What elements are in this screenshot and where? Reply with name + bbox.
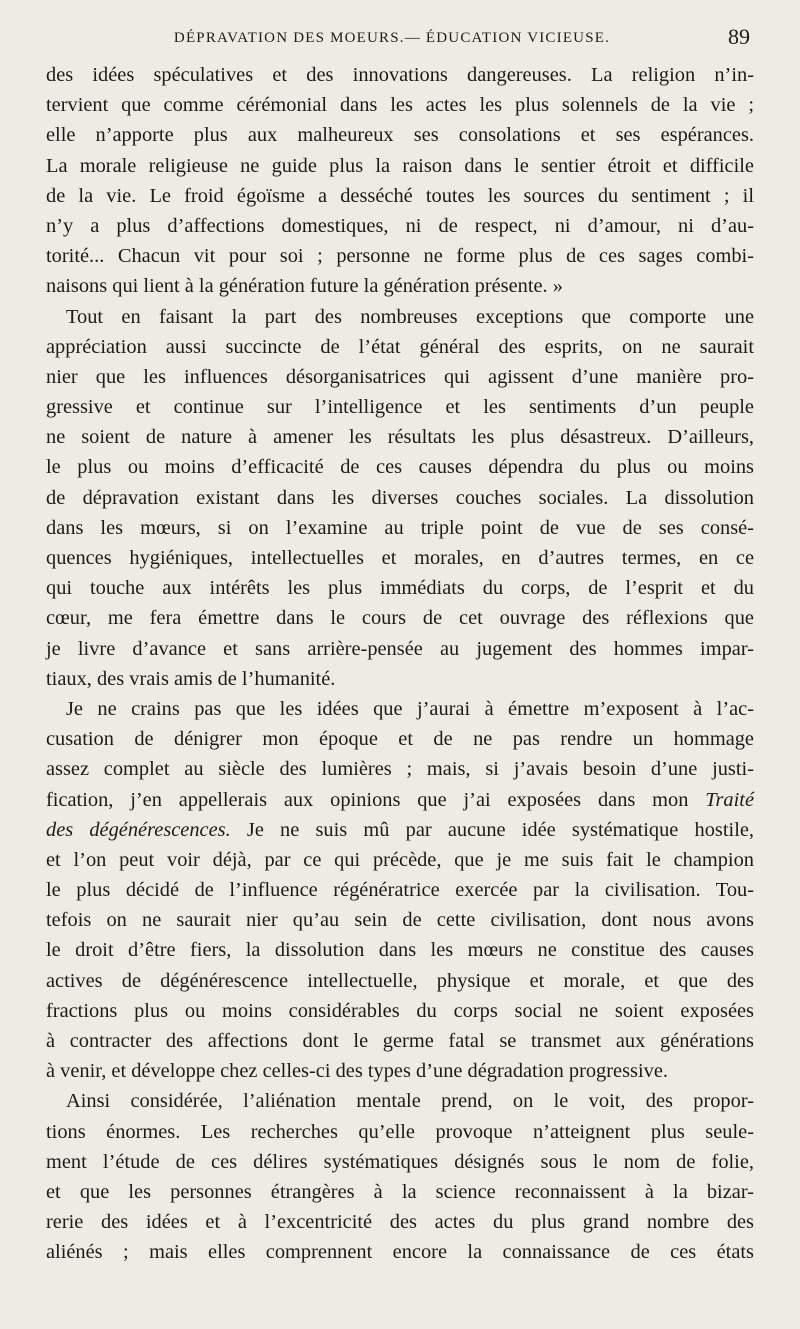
- line-text: n’y a plus d’affections domestiques, ni de respect, ni d’amour, ni d’au-: [46, 214, 754, 237]
- text-line: [46, 996, 754, 1026]
- text-line: [46, 724, 754, 754]
- text-line: [46, 452, 754, 482]
- line-text: tervient que comme cérémonial dans les actes les plus solennels de la vie ;: [46, 94, 754, 117]
- line-text: tefois on ne saurait nier qu’au sein de cette civilisation, dont nous avons: [46, 909, 754, 932]
- text-line: [46, 603, 754, 633]
- line-text: aliénés ; mais elles comprennent encore la connaissance de ces états: [46, 1241, 754, 1264]
- text-line: [46, 1086, 754, 1116]
- line-text: le plus décidé de l’influence régénératrice exercée par la civilisation. Tou-: [46, 879, 754, 902]
- text-line: [46, 271, 754, 301]
- line-text: Ainsi considérée, l’aliénation mentale prend, on le voit, des propor-: [66, 1090, 754, 1113]
- line-text: quences hygiéniques, intellectuelles et morales, en d’autres termes, en ce: [46, 547, 754, 569]
- text-line: [46, 60, 754, 90]
- line-text: je livre d’avance et sans arrière-pensée au jugement des hommes impar-: [46, 637, 754, 660]
- line-text: rerie des idées et à l’excentricité des actes du plus grand nombre des: [46, 1211, 754, 1234]
- line-text: appréciation aussi succincte de l’état général des esprits, on ne saurait: [46, 335, 754, 358]
- text-line: [46, 513, 754, 543]
- running-title: DÉPRAVATION DES MOEURS.— ÉDUCATION VICIEUSE.: [173, 30, 611, 46]
- text-line: [46, 1177, 754, 1207]
- text-line: [46, 120, 754, 150]
- text-line: [46, 1207, 754, 1237]
- line-text: et l’on peut voir déjà, par ce qui précède, que je me suis fait le champion: [46, 848, 754, 871]
- text-line: [46, 845, 754, 875]
- text-line: [46, 966, 754, 996]
- line-text: de dépravation existant dans les diverses couches sociales. La dissolution: [46, 486, 754, 509]
- text-line: [46, 905, 754, 935]
- line-text: torité... Chacun vit pour soi ; personne ne forme plus de ces sages combi-: [46, 245, 754, 268]
- line-text: actives de dégénérescence intellectuelle, physique et morale, et que des: [46, 969, 754, 992]
- text-line: [46, 694, 754, 724]
- line-text: ment l’étude de ces délires systématiques désignés sous le nom de folie,: [46, 1150, 754, 1173]
- italic-title: des dégénérescences.: [46, 818, 231, 841]
- line-text: tiaux, des vrais amis de l’humanité.: [46, 667, 336, 690]
- italic-title: Traité: [705, 788, 754, 811]
- text-line: [46, 422, 754, 452]
- text-line: [46, 332, 754, 362]
- line-text: naisons qui lient à la génération future la génération présente. »: [46, 275, 563, 298]
- text-line: [46, 1026, 754, 1056]
- line-text: elle n’apporte plus aux malheureux ses consolations et ses espérances.: [46, 124, 754, 147]
- text-line: [46, 815, 754, 845]
- line-text: nier que les influences désorganisatrices qui agissent d’une manière pro-: [46, 365, 754, 388]
- line-text: La morale religieuse ne guide plus la raison dans le sentier étroit et difficile: [46, 154, 754, 177]
- text-line: [46, 181, 754, 211]
- text-line: [46, 1117, 754, 1147]
- text-line: [46, 90, 754, 120]
- line-text: Je ne crains pas que les idées que j’aurai à émettre m’exposent à l’ac-: [66, 697, 754, 720]
- text-line: [46, 634, 754, 664]
- line-text: fractions plus ou moins considérables du corps social ne soient exposées: [46, 999, 754, 1022]
- line-text: et que les personnes étrangères à la science reconnaissent à la bizar-: [46, 1180, 754, 1203]
- line-text: assez complet au siècle des lumières ; mais, si j’avais besoin d’une justi-: [46, 758, 754, 781]
- text-line: [46, 935, 754, 965]
- line-text: qui touche aux intérêts les plus immédiats du corps, de l’esprit et du: [46, 577, 754, 600]
- line-text: le plus ou moins d’efficacité de ces causes dépendra du plus ou moins: [46, 456, 754, 479]
- text-line: [46, 573, 754, 603]
- text-line: [46, 1056, 754, 1086]
- line-text: Je ne suis mû par aucune idée systématique hostile,: [246, 818, 755, 841]
- line-text: cœur, me fera émettre dans le cours de cet ouvrage des réflexions que: [46, 607, 754, 630]
- text-line: [46, 211, 754, 241]
- text-line: [46, 875, 754, 905]
- running-head: [0, 22, 800, 58]
- line-text: de la vie. Le froid égoïsme a desséché toutes les sources du sentiment ; il: [46, 184, 754, 207]
- body-text: [46, 60, 754, 1268]
- line-text: dans les mœurs, si on l’examine au triple point de vue de ses consé-: [46, 516, 754, 539]
- text-line: [46, 241, 754, 271]
- text-line: [46, 664, 754, 694]
- text-line: [46, 151, 754, 181]
- text-line: [46, 392, 754, 422]
- page-number: 89: [728, 24, 750, 49]
- text-line: [46, 483, 754, 513]
- line-text: cusation de dénigrer mon époque et de ne pas rendre un hommage: [46, 728, 754, 751]
- text-line: [46, 362, 754, 392]
- line-text: fication, j’en appellerais aux opinions que j’ai exposées dans mon: [46, 788, 689, 811]
- line-text: des idées spéculatives et des innovations dangereuses. La religion n’in-: [46, 64, 754, 86]
- line-text: le droit d’être fiers, la dissolution dans les mœurs ne constitue des causes: [46, 939, 754, 962]
- text-line: [46, 1237, 754, 1267]
- text-line: [46, 1147, 754, 1177]
- text-line: [46, 543, 754, 573]
- line-text: gressive et continue sur l’intelligence et les sentiments d’un peuple: [46, 396, 754, 419]
- line-text: à venir, et développe chez celles-ci des types d’une dégradation progressive.: [46, 1060, 668, 1083]
- text-line: [46, 754, 754, 784]
- text-line: [46, 785, 754, 815]
- line-text: Tout en faisant la part des nombreuses exceptions que comporte une: [66, 305, 754, 328]
- text-line: [46, 302, 754, 332]
- line-text: à contracter des affections dont le germe fatal se transmet aux générations: [46, 1030, 754, 1052]
- line-text: tions énormes. Les recherches qu’elle provoque n’atteignent plus seule-: [46, 1120, 754, 1143]
- line-text: ne soient de nature à amener les résultats les plus désastreux. D’ailleurs,: [46, 426, 754, 449]
